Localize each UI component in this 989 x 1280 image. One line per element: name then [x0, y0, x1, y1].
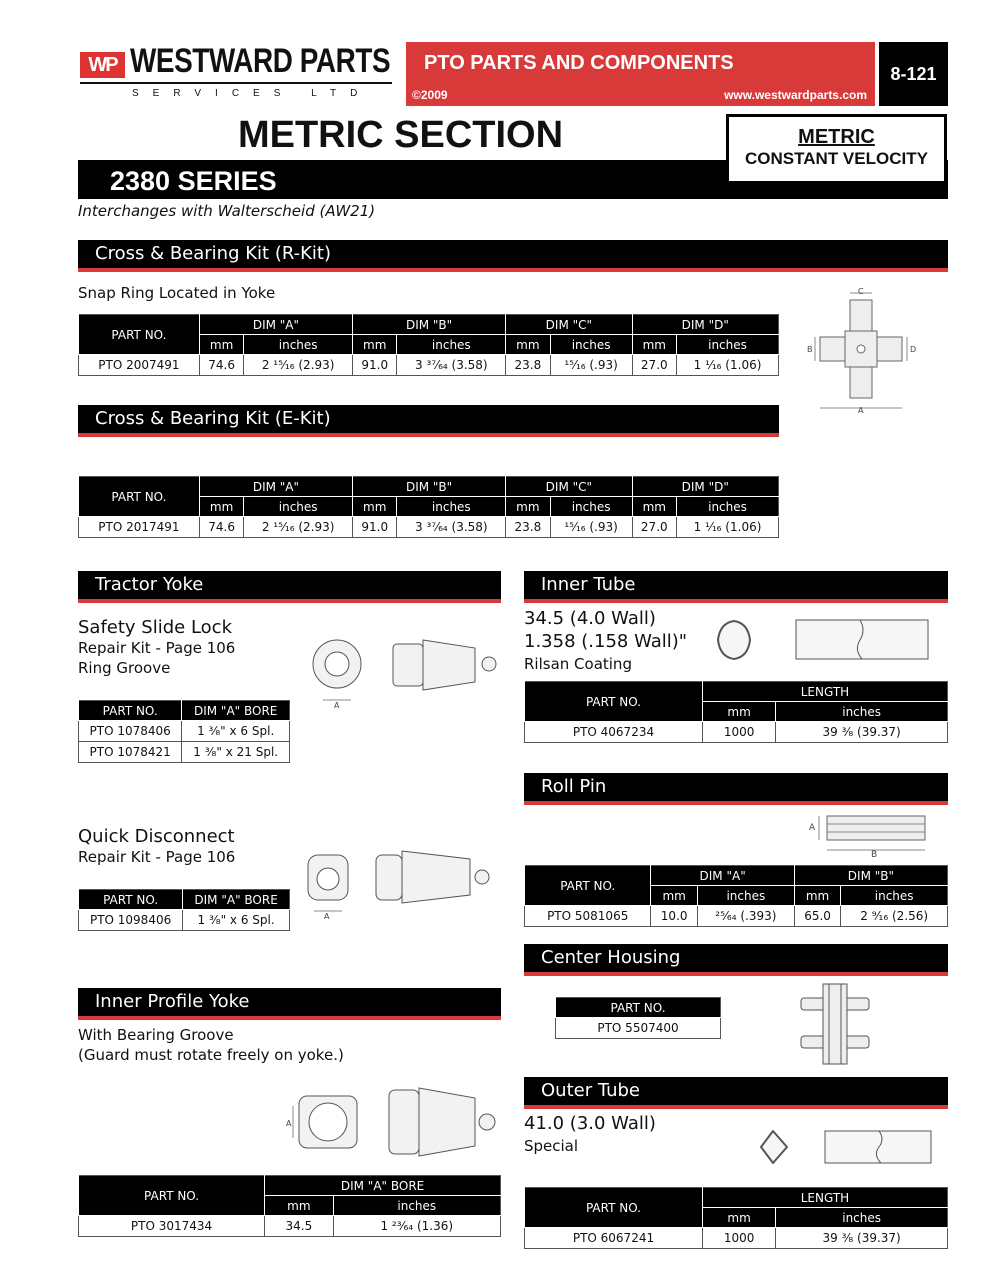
- inner-profile-yoke-image: [285, 1082, 505, 1167]
- unit-header: mm: [651, 886, 697, 906]
- value-cell: 74.6: [199, 355, 243, 376]
- logo-divider: [80, 82, 392, 84]
- interchange-note: Interchanges with Walterscheid (AW21): [78, 202, 376, 220]
- inner-tube-table: [524, 681, 948, 743]
- section-header-center-housing: Center Housing: [524, 944, 948, 976]
- unit-header: mm: [506, 497, 550, 517]
- inner-tube-coating: Rilsan Coating: [524, 655, 632, 673]
- outer-tube-table: [524, 1187, 948, 1249]
- value-cell: 1 ³⁄₈" x 21 Spl.: [182, 742, 290, 763]
- page-title: METRIC SECTION: [237, 114, 564, 156]
- unit-header: mm: [265, 1196, 333, 1216]
- value-cell: 1 ¹⁄₁₆ (1.06): [677, 355, 779, 376]
- unit-header: mm: [353, 497, 397, 517]
- unit-header: mm: [199, 497, 243, 517]
- dim-label-a: A: [324, 912, 330, 920]
- quick-disconnect-yoke-image: [300, 845, 500, 920]
- part-no-header: PART NO.: [556, 998, 721, 1018]
- table-row: [79, 517, 779, 538]
- ssl-ring-groove: Ring Groove: [78, 659, 171, 677]
- unit-header: mm: [199, 335, 243, 355]
- ssl-repair-kit: Repair Kit - Page 106: [78, 639, 236, 657]
- column-group-header: DIM "A": [199, 477, 352, 497]
- outer-tube-note: Special: [524, 1137, 579, 1155]
- part-number-cell: PTO 1078406: [79, 721, 182, 742]
- value-cell: 23.8: [506, 517, 550, 538]
- quick-disconnect-title: Quick Disconnect: [78, 826, 235, 847]
- ipy-line-2: (Guard must rotate freely on yoke.): [78, 1046, 344, 1064]
- table-header-row: [79, 1176, 501, 1196]
- table-row: [79, 742, 290, 763]
- table-header-row: [79, 701, 290, 721]
- value-cell: 1 ³⁄₈" x 6 Spl.: [182, 721, 290, 742]
- section-header-outer-tube: Outer Tube: [524, 1077, 948, 1109]
- inner-profile-yoke-table: [78, 1175, 501, 1237]
- part-no-header: PART NO.: [79, 315, 200, 355]
- column-group-header: DIM "A" BORE: [183, 890, 290, 910]
- rkit-table: [78, 314, 779, 376]
- safety-slide-lock-title: Safety Slide Lock: [78, 617, 232, 638]
- column-group-header: DIM "C": [506, 315, 632, 335]
- unit-header: mm: [353, 335, 397, 355]
- unit-header: inches: [333, 1196, 500, 1216]
- logo-mark: WP: [80, 52, 125, 78]
- value-cell: ¹⁵⁄₁₆ (.93): [550, 355, 632, 376]
- dim-label-a: A: [809, 823, 816, 833]
- part-no-header: PART NO.: [525, 682, 703, 722]
- outer-tube-image: [755, 1125, 935, 1170]
- part-no-header: PART NO.: [79, 477, 200, 517]
- value-cell: 1 ¹⁄₁₆ (1.06): [677, 517, 779, 538]
- value-cell: 39 ³⁄₈ (39.37): [776, 1228, 948, 1249]
- table-header-row: [79, 477, 779, 497]
- dim-label-a: A: [334, 701, 340, 710]
- part-number-cell: PTO 1098406: [79, 910, 183, 931]
- part-number-cell: PTO 1078421: [79, 742, 182, 763]
- badge-line-2: CONSTANT VELOCITY: [745, 149, 928, 168]
- table-row: [79, 355, 779, 376]
- unit-header: inches: [244, 335, 353, 355]
- inner-tube-spec-2: 1.358 (.158 Wall)": [524, 631, 688, 652]
- value-cell: ¹⁵⁄₁₆ (.93): [550, 517, 632, 538]
- part-no-header: PART NO.: [79, 701, 182, 721]
- column-group-header: DIM "A": [651, 866, 794, 886]
- value-cell: 2 ⁹⁄₁₆ (2.56): [841, 906, 948, 927]
- part-number-cell: PTO 5081065: [525, 906, 651, 927]
- table-row: [79, 721, 290, 742]
- unit-header: mm: [702, 1208, 775, 1228]
- ekit-table: [78, 476, 779, 538]
- table-header-row: [525, 682, 948, 702]
- part-number-cell: PTO 2007491: [79, 355, 200, 376]
- section-header-tractor-yoke: Tractor Yoke: [78, 571, 501, 603]
- column-group-header: DIM "B": [353, 315, 506, 335]
- value-cell: 3 ³⁷⁄₆₄ (3.58): [397, 355, 506, 376]
- header-banner: [406, 42, 875, 106]
- value-cell: 23.8: [506, 355, 550, 376]
- table-header-row: [79, 890, 290, 910]
- unit-header: inches: [776, 702, 948, 722]
- unit-header: inches: [841, 886, 948, 906]
- outer-tube-spec: 41.0 (3.0 Wall): [524, 1113, 656, 1134]
- unit-header: inches: [550, 335, 632, 355]
- value-cell: 74.6: [199, 517, 243, 538]
- table-row: [525, 1228, 948, 1249]
- value-cell: 91.0: [353, 355, 397, 376]
- column-group-header: LENGTH: [702, 1188, 947, 1208]
- unit-header: inches: [776, 1208, 948, 1228]
- value-cell: 39 ³⁄₈ (39.37): [776, 722, 948, 743]
- unit-header: mm: [506, 335, 550, 355]
- table-row: [556, 1018, 721, 1039]
- value-cell: 1 ³⁄₈" x 6 Spl.: [183, 910, 290, 931]
- column-group-header: DIM "A" BORE: [265, 1176, 501, 1196]
- table-header-row: [525, 866, 948, 886]
- value-cell: 2 ¹⁵⁄₁₆ (2.93): [244, 355, 353, 376]
- value-cell: 10.0: [651, 906, 697, 927]
- section-header-roll-pin: Roll Pin: [524, 773, 948, 805]
- table-row: [79, 910, 290, 931]
- value-cell: 27.0: [632, 355, 676, 376]
- dim-label-b: B: [871, 850, 878, 858]
- column-group-header: DIM "A": [199, 315, 352, 335]
- part-number-cell: PTO 5507400: [556, 1018, 721, 1039]
- cross-bearing-diagram: [805, 285, 925, 415]
- column-group-header: DIM "B": [794, 866, 947, 886]
- inner-tube-spec-1: 34.5 (4.0 Wall): [524, 608, 656, 629]
- dim-label-a: A: [286, 1119, 292, 1128]
- section-header-inner-profile-yoke: Inner Profile Yoke: [78, 988, 501, 1020]
- unit-header: inches: [677, 497, 779, 517]
- dim-label-a: A: [858, 406, 864, 415]
- table-header-row: [556, 998, 721, 1018]
- unit-header: mm: [632, 497, 676, 517]
- part-number-cell: PTO 4067234: [525, 722, 703, 743]
- value-cell: 1 ²³⁄₆₄ (1.36): [333, 1216, 500, 1237]
- part-number-cell: PTO 3017434: [79, 1216, 265, 1237]
- value-cell: 1000: [702, 722, 775, 743]
- column-group-header: DIM "A" BORE: [182, 701, 290, 721]
- table-header-row: [79, 315, 779, 335]
- table-row: [525, 722, 948, 743]
- center-housing-table: [555, 997, 721, 1039]
- badge-line-1: METRIC: [798, 126, 875, 148]
- column-group-header: DIM "B": [353, 477, 506, 497]
- value-cell: 91.0: [353, 517, 397, 538]
- part-number-cell: PTO 2017491: [79, 517, 200, 538]
- part-no-header: PART NO.: [525, 1188, 703, 1228]
- rkit-note: Snap Ring Located in Yoke: [78, 284, 276, 302]
- roll-pin-table: [524, 865, 948, 927]
- value-cell: 3 ³⁷⁄₆₄ (3.58): [397, 517, 506, 538]
- unit-header: inches: [397, 335, 506, 355]
- dim-label-d: D: [910, 345, 917, 354]
- part-no-header: PART NO.: [525, 866, 651, 906]
- copyright: ©2009: [412, 88, 448, 102]
- banner-title: PTO PARTS AND COMPONENTS: [424, 52, 734, 74]
- column-group-header: DIM "C": [506, 477, 632, 497]
- page-number: 8-121: [879, 42, 948, 106]
- center-housing-image: [795, 980, 875, 1068]
- table-row: [79, 1216, 501, 1237]
- safety-slide-lock-table: [78, 700, 290, 763]
- dim-label-b: B: [807, 345, 813, 354]
- brand-name: WESTWARD PARTS: [130, 42, 391, 80]
- unit-header: mm: [702, 702, 775, 722]
- inner-tube-image: [710, 615, 935, 665]
- unit-header: inches: [697, 886, 794, 906]
- column-group-header: LENGTH: [702, 682, 947, 702]
- unit-header: inches: [397, 497, 506, 517]
- value-cell: 1000: [702, 1228, 775, 1249]
- roll-pin-image: [805, 810, 935, 858]
- value-cell: 27.0: [632, 517, 676, 538]
- series-title: 2380 SERIES: [110, 166, 277, 196]
- qd-repair-kit: Repair Kit - Page 106: [78, 848, 236, 866]
- dim-label-c: C: [858, 287, 864, 296]
- value-cell: 65.0: [794, 906, 840, 927]
- column-group-header: DIM "D": [632, 477, 778, 497]
- category-badge: [726, 114, 947, 184]
- section-header-ekit: Cross & Bearing Kit (E-Kit): [78, 405, 779, 437]
- section-header-rkit: Cross & Bearing Kit (R-Kit): [78, 240, 948, 272]
- website-link[interactable]: www.westwardparts.com: [724, 88, 867, 102]
- unit-header: inches: [677, 335, 779, 355]
- value-cell: 34.5: [265, 1216, 333, 1237]
- table-header-row: [525, 1188, 948, 1208]
- safety-slide-lock-yoke-image: [305, 630, 505, 710]
- value-cell: 2 ¹⁵⁄₁₆ (2.93): [244, 517, 353, 538]
- unit-header: inches: [244, 497, 353, 517]
- table-row: [525, 906, 948, 927]
- ipy-line-1: With Bearing Groove: [78, 1026, 234, 1044]
- unit-header: mm: [632, 335, 676, 355]
- quick-disconnect-table: [78, 889, 290, 931]
- part-no-header: PART NO.: [79, 1176, 265, 1216]
- column-group-header: DIM "D": [632, 315, 778, 335]
- unit-header: mm: [794, 886, 840, 906]
- brand-subtitle: SERVICES LTD: [132, 88, 372, 99]
- part-no-header: PART NO.: [79, 890, 183, 910]
- value-cell: ²⁵⁄₆₄ (.393): [697, 906, 794, 927]
- unit-header: inches: [550, 497, 632, 517]
- section-header-inner-tube: Inner Tube: [524, 571, 948, 603]
- part-number-cell: PTO 6067241: [525, 1228, 703, 1249]
